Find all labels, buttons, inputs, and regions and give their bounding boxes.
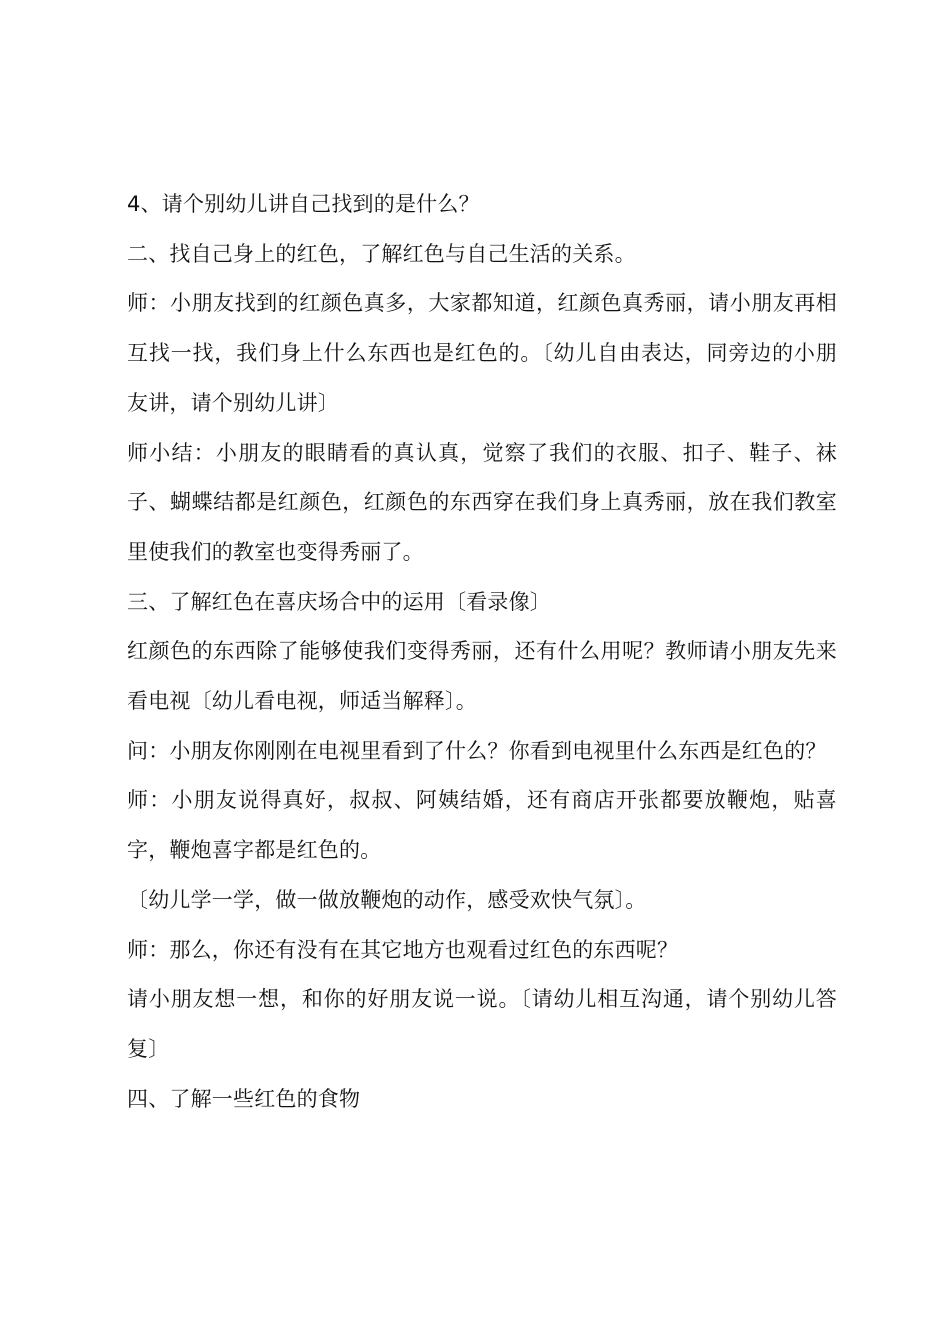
question-tv: 问：小朋友你刚刚在电视里看到了什么？你看到电视里什么东西是红色的？	[127, 738, 827, 763]
document-body	[127, 180, 837, 1124]
section-4-heading: 四、了解一些红色的食物	[127, 1086, 361, 1111]
children-activity-note: 〔幼儿学一学，做一做放鞭炮的动作，感受欢快气氛〕。	[127, 887, 647, 912]
teacher-summary: 师小结：小朋友的眼睛看的真认真，觉察了我们的衣服、扣子、鞋子、袜子、蝴蝶结都是红颜色，红颜色的东西穿在我们身上真秀丽，放在我们教室里使我们的教室也变得秀丽了。	[127, 440, 837, 564]
section-2-heading: 二、找自己身上的红色，了解红色与自己生活的关系。	[127, 241, 636, 266]
teacher-firecrackers: 师：小朋友说得真好，叔叔、阿姨结婚，还有商店开张都要放鞭炮，贴喜字，鞭炮喜字都是红色的。	[127, 788, 837, 863]
section-3-heading: 三、了解红色在喜庆场合中的运用〔看录像〕	[127, 589, 551, 614]
teacher-other-places: 师：那么，你还有没有在其它地方也观看过红色的东西呢？	[127, 937, 679, 962]
step-4-ask-children: 4、请个别幼儿讲自己找到的是什么？	[127, 192, 480, 216]
teacher-prompt-find-red: 师：小朋友找到的红颜色真多，大家都知道，红颜色真秀丽，请小朋友再相互找一找，我们身上什么东西也是红色的。〔幼儿自由表达，同旁边的小朋友讲，请个别幼儿讲〕	[127, 291, 837, 415]
red-usage-paragraph: 红颜色的东西除了能够使我们变得秀丽，还有什么用呢？教师请小朋友先来看电视〔幼儿看电视，师适当解释〕。	[127, 639, 837, 714]
discussion-prompt: 请小朋友想一想，和你的好朋友说一说。〔请幼儿相互沟通，请个别幼儿答复〕	[127, 987, 837, 1061]
